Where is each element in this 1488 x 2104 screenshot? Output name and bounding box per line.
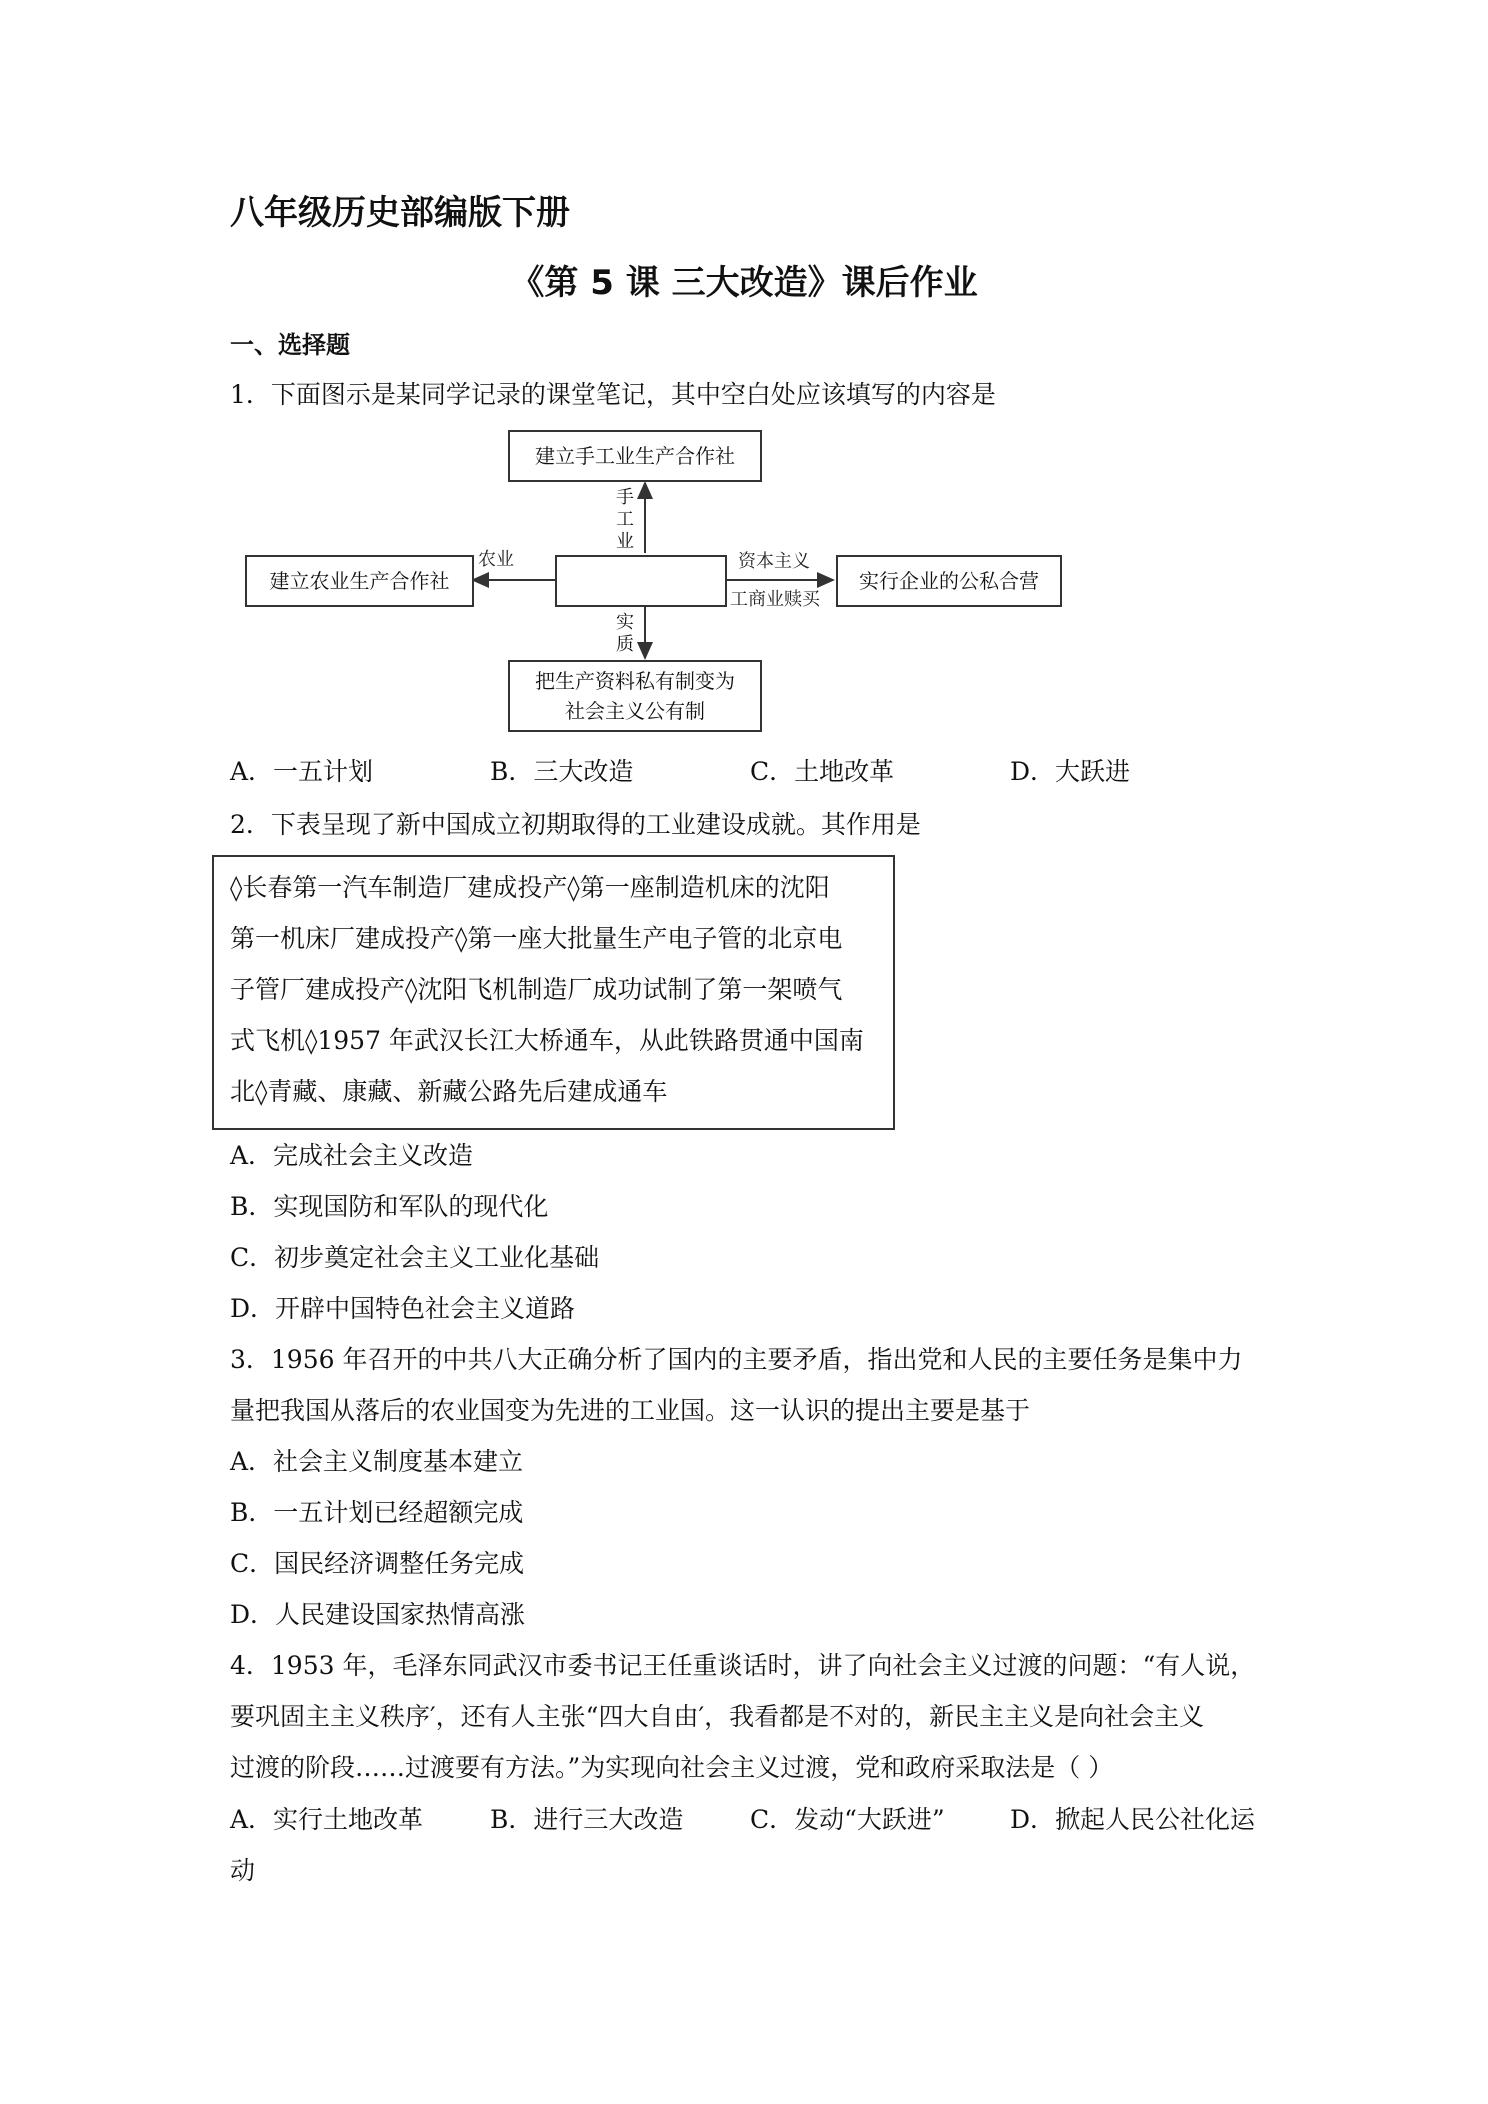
q2-box-line: ◊长春第一汽车制造厂建成投产◊第一座制造机床的沈阳 [230,873,830,902]
label-up: 手工业 [616,487,634,552]
q2-option-a[interactable]: A．完成社会主义改造 [230,1141,474,1170]
q2-box-line: 式飞机◊1957 年武汉长江大桥通车，从此铁路贯通中国南 [230,1026,864,1055]
left-box-label: 建立农业生产合作社 [269,569,450,593]
q4-option-d[interactable]: D．掀起人民公社化运 [1010,1805,1256,1834]
q3-stem-line1: 3．1956 年召开的中共八大正确分析了国内的主要矛盾，指出党和人民的主要任务是集中力 [230,1345,1243,1374]
left-box [245,555,474,607]
q2-box-line: 第一机床厂建成投产◊第一座大批量生产电子管的北京电 [230,924,843,953]
q2-stem: 2．下表呈现了新中国成立初期取得的工业建设成就。其作用是 [230,810,921,839]
lesson-title: 《第 5 课 三大改造》课后作业 [510,263,978,303]
q3-option-c[interactable]: C．国民经济调整任务完成 [230,1549,525,1578]
q2-box-line: 子管厂建成投产◊沈阳飞机制造厂成功试制了第一架喷气 [230,975,843,1004]
section-title: 一、选择题 [230,331,350,359]
q4-option-b[interactable]: B．进行三大改造 [490,1805,684,1834]
label-right-1: 资本主义 [738,551,810,572]
q3-stem-line2: 量把我国从落后的农业国变为先进的工业国。这一认识的提出主要是基于 [230,1396,1031,1425]
q1-option-b[interactable]: B．三大改造 [490,757,634,786]
q4-stem-line1: 4．1953 年，毛泽东同武汉市委书记王任重谈话时，讲了向社会主义过渡的问题：“有人说， [230,1651,1256,1680]
q1-option-a[interactable]: A．一五计划 [230,757,374,786]
top-box-label: 建立手工业生产合作社 [535,444,735,468]
q3-option-a[interactable]: A．社会主义制度基本建立 [230,1447,524,1476]
q3-option-d[interactable]: D．人民建设国家热情高涨 [230,1600,526,1629]
bottom-box-line2: 社会主义公有制 [565,699,705,723]
q4-option-d-wrap: 动 [230,1856,256,1885]
q1-option-d[interactable]: D．大跃进 [1010,757,1131,786]
blank-center-box [555,555,727,607]
doc-title: 八年级历史部编版下册 [230,193,570,233]
q1-stem: 1．下面图示是某同学记录的课堂笔记，其中空白处应该填写的内容是 [230,380,996,409]
q4-option-a[interactable]: A．实行土地改革 [230,1805,424,1834]
q3-option-b[interactable]: B．一五计划已经超额完成 [230,1498,524,1527]
q4-option-c[interactable]: C．发动“大跃进” [750,1805,945,1834]
right-box-label: 实行企业的公私合营 [859,569,1039,593]
q1-diagram [240,425,1060,735]
top-box [508,430,762,482]
q1-option-c[interactable]: C．土地改革 [750,757,895,786]
q2-option-c[interactable]: C．初步奠定社会主义工业化基础 [230,1243,600,1272]
q2-box-line: 北◊青藏、康藏、新藏公路先后建成通车 [230,1077,668,1106]
label-down: 实质 [616,612,634,655]
label-right-2: 工商业赎买 [730,589,820,610]
right-box [836,555,1062,607]
q4-stem-line2: 要巩固主主义秩序′，还有人主张“四大自由′，我看都是不对的，新民主主义是向社会主义 [230,1702,1205,1731]
q2-option-b[interactable]: B．实现国防和军队的现代化 [230,1192,549,1221]
label-left: 农业 [478,549,514,570]
q2-option-d[interactable]: D．开辟中国特色社会主义道路 [230,1294,576,1323]
bottom-box-line1: 把生产资料私有制变为 [535,669,735,693]
bottom-box [508,660,762,732]
q4-stem-line3: 过渡的阶段……过渡要有方法。”为实现向社会主义过渡，党和政府采取法是（ ） [230,1753,1114,1782]
